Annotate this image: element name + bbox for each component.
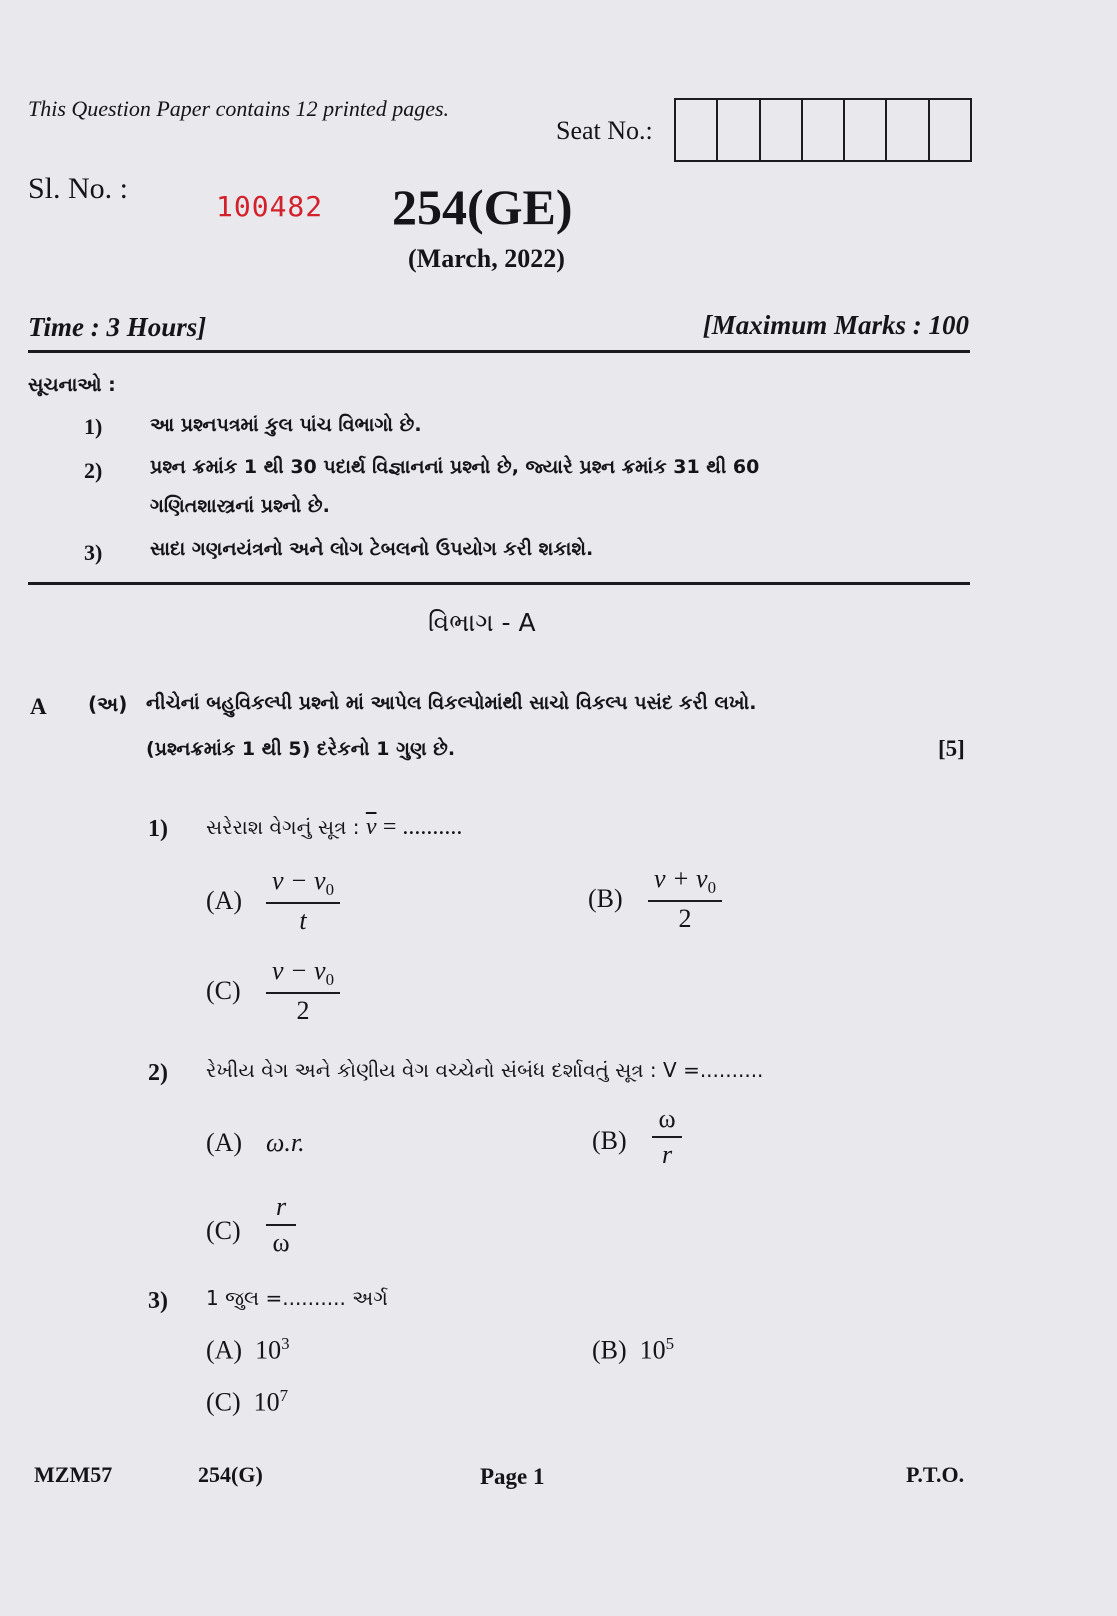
q3-option-c-label: (C) [206,1387,241,1417]
q3-option-b [592,1334,674,1366]
question-2-text: રેખીય વેગ અને કોણીય વેગ વચ્ચેનો સંબંધ દર્શાવતું સૂત્ર : V =.......... [206,1058,764,1082]
q1-option-a-label: (A) [206,886,243,915]
section-marks: [5] [938,736,965,761]
header-divider [28,350,970,353]
section-sub-label: (અ) [88,692,128,716]
instruction-2-text: પ્રશ્ન ક્રમાંક 1 થી 30 પદાર્થ વિજ્ઞાનનાં પ્રશ્નો છે, જ્યારે પ્રશ્ન ક્રમાંક 31 થી 60 [150,456,760,478]
instruction-3-text: સાદા ગણનયંત્રનો અને લોગ ટેબલનો ઉપયોગ કરી શકાશે. [150,538,594,560]
q2-option-a-label: (A) [206,1128,243,1157]
q1-option-a-fraction [266,866,340,936]
q3-option-b-base: 10 [639,1335,666,1365]
section-label: A [30,694,47,719]
page-number: Page 1 [480,1464,545,1489]
q1-option-b-numerator: v + v [653,864,708,893]
q3-option-b-exponent: 5 [665,1334,675,1353]
question-3-text: 1 જુલ =.......... અર્ગ [206,1286,388,1310]
q2-option-c-numerator: r [275,1192,287,1221]
q1-option-c-numerator: v − v [271,956,326,985]
serial-number-value: 100482 [216,190,324,223]
q1-option-a-numerator: v − v [271,866,326,895]
q3-option-a [206,1334,290,1366]
question-1-number: 1) [148,816,168,842]
average-velocity-symbol: $\overline{v}$ [365,814,377,840]
exam-date: (March, 2022) [408,244,565,273]
q2-option-c-denominator: ω [272,1228,290,1257]
q2-option-c-fraction [266,1192,296,1258]
q1-option-b-subscript: 0 [707,878,717,898]
q1-option-b-fraction [648,864,722,934]
footer-paper: 254(G) [198,1462,263,1487]
question-3-number: 3) [148,1288,168,1314]
section-instruction-line-2: (પ્રશ્નક્રમાંક 1 થી 5) દરેકનો 1 ગુણ છે. [146,738,456,760]
q1-option-c-fraction [266,956,340,1026]
instructions-divider [28,582,970,585]
instruction-2-number: 2) [84,458,103,483]
q1-option-c-label: (C) [206,976,241,1005]
serial-number-label: Sl. No. : [28,172,129,205]
printed-pages-note: This Question Paper contains 12 printed pages. [28,96,450,121]
question-2-number: 2) [148,1060,168,1086]
q3-option-a-base: 10 [255,1335,282,1365]
q3-option-c-base: 10 [253,1387,280,1417]
q3-option-a-exponent: 3 [281,1334,290,1353]
seat-number-boxes[interactable] [674,98,972,162]
please-turn-over: P.T.O. [906,1462,965,1487]
q3-option-c [206,1386,288,1418]
instruction-2-text-continued: ગણિતશાસ્ત્રનાં પ્રશ્નો છે. [150,495,330,517]
question-1-label: સરેરાશ વેગનું સૂત્ર : [206,815,360,839]
q1-option-a-denominator: t [299,906,307,936]
q2-option-c-label: (C) [206,1216,241,1245]
maximum-marks: [Maximum Marks : 100 [702,310,969,340]
q3-option-b-label: (B) [592,1335,627,1365]
section-title: વિભાગ - A [428,608,536,637]
question-1-text [206,814,462,841]
section-instruction-line-1: નીચેનાં બહુવિકલ્પી પ્રશ્નો માં આપેલ વિકલ્પોમાંથી સાચો વિકલ્પ પસંદ કરી લખો. [146,692,757,714]
q2-option-b-fraction [652,1104,682,1170]
paper-code: 254(GE) [392,179,573,235]
q3-option-c-exponent: 7 [279,1386,289,1405]
question-1-blank: = .......... [382,814,463,840]
instruction-1-text: આ પ્રશ્નપત્રમાં કુલ પાંચ વિભાગો છે. [150,414,422,436]
q2-option-b-numerator: ω [658,1104,676,1133]
seat-no-label: Seat No.: [556,116,653,145]
q2-option-b-label: (B) [592,1126,627,1155]
q1-option-c-subscript: 0 [325,970,335,990]
q1-option-b-denominator: 2 [678,904,692,934]
footer-code: MZM57 [34,1462,113,1487]
q3-option-a-label: (A) [206,1335,243,1365]
exam-time: Time : 3 Hours] [28,312,207,342]
q1-option-a-subscript: 0 [325,880,335,900]
q2-option-a-value: ω.r. [266,1128,305,1157]
instruction-1-number: 1) [84,414,103,439]
instruction-3-number: 3) [84,540,103,565]
q2-option-b-denominator: r [661,1140,673,1169]
q1-option-b-label: (B) [588,884,623,913]
instructions-title: સૂચનાઓ : [28,374,116,396]
q1-option-c-denominator: 2 [296,996,310,1026]
